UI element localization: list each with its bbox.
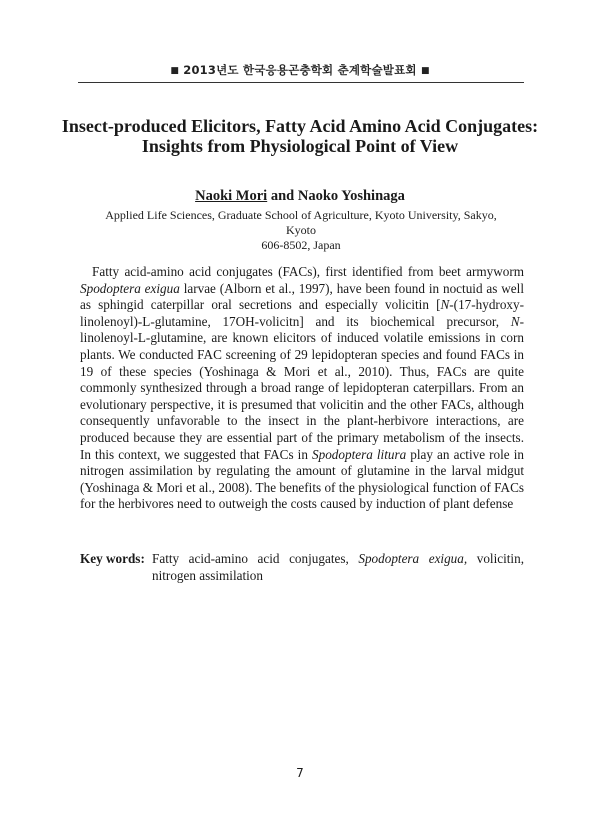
abstract-body bbox=[80, 264, 524, 513]
header-marker-left: ■ bbox=[170, 66, 180, 76]
keywords-values bbox=[152, 550, 524, 584]
author-list bbox=[0, 188, 600, 205]
paper-title bbox=[60, 116, 540, 156]
header-text: 2013년도 한국응용곤충학회 춘계학술발표회 bbox=[183, 63, 417, 77]
author-coauthor: Naoko Yoshinaga bbox=[297, 188, 405, 204]
title-line-2: Insights from Physiological Point of View bbox=[141, 136, 459, 156]
species-name: Spodoptera exigua bbox=[80, 280, 180, 296]
author-presenting: Naoki Mori bbox=[195, 188, 268, 204]
chemical-prefix: N bbox=[510, 313, 520, 329]
page-number: 7 bbox=[296, 766, 304, 780]
keywords-label: Key words: bbox=[80, 551, 145, 566]
affiliation-line-2: 606-8502, Japan bbox=[261, 238, 341, 252]
species-name: Spodoptera litura bbox=[312, 446, 407, 462]
abstract-text: -(17-hydroxy-linolenoyl)-L-glutamine, 17OH-volicitn] and its biochemical precursor, bbox=[80, 297, 524, 329]
header-rule bbox=[78, 82, 524, 83]
abstract-text: play an active role in nitrogen assimilation by regulating the amount of glutamine in the larval midgut (Yoshinaga & Mori et al., 2008). The benefits of the physiological function of FACs for the herbivores need to outweigh the costs caused by induction of plant defense bbox=[80, 446, 524, 512]
affiliation bbox=[96, 208, 506, 253]
abstract-text: -linolenoyl-L-glutamine, are known elicitors of induced volatile emissions in corn plants. We conducted FAC screening of 29 lepidopteran species and found FACs in 19 of these species (Yoshinaga & Mori et al., 2010). Thus, FACs are quite commonly synthesized through a broad range of lepidopteran caterpillars. From an evolutionary perspective, it is presumed that volicitin and the other FACs, although consequently unfavorable to the insect in the plant-herbivore interactions, are produced because they are essential part of the primary metabolism of the insects. In this context, we suggested that FACs in bbox=[80, 313, 524, 462]
abstract-paragraph bbox=[80, 264, 524, 513]
chemical-prefix: N bbox=[440, 297, 450, 313]
header-marker-right: ■ bbox=[420, 66, 430, 76]
abstract-text: Fatty acid-amino acid conjugates (FACs), first identified from beet armyworm bbox=[92, 264, 524, 279]
title-line-1: Insect-produced Elicitors, Fatty Acid Amino Acid Conjugates: bbox=[61, 116, 539, 136]
keywords bbox=[80, 550, 524, 584]
author-connector: and bbox=[267, 188, 298, 204]
keyword-species: Spodoptera exigua, bbox=[358, 551, 468, 566]
keyword-text: Fatty acid-amino acid conjugates, bbox=[152, 551, 359, 566]
abstract-text: larvae (Alborn et al., 1997), have been found in noctuid as well as sphingid caterpillar oral secretions and especially volicitin [ bbox=[80, 280, 524, 313]
affiliation-line-1: Applied Life Sciences, Graduate School of Agriculture, Kyoto University, Sakyo, Kyoto bbox=[105, 208, 497, 237]
conference-header bbox=[0, 62, 600, 78]
keyword-text: volicitin, nitrogen assimilation bbox=[152, 551, 524, 583]
